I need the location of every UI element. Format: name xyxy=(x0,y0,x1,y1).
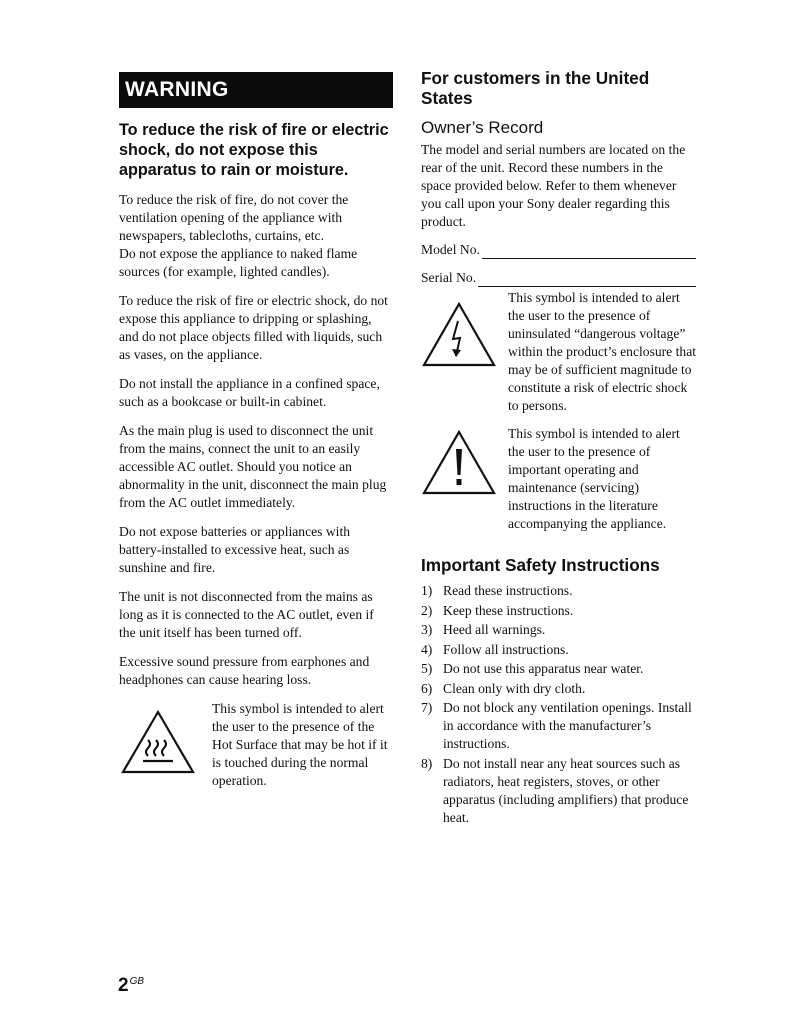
serial-number-label: Serial No. xyxy=(421,270,477,285)
hot-surface-notice xyxy=(119,700,393,790)
fire-risk-text: To reduce the risk of fire, do not cover the ventilation opening of the appliance with newspapers, tablecloths, curtains, etc. xyxy=(119,192,349,243)
list-item: 7) Do not block any ventilation openings. Install in accordance with the manufacturer’s instructions. xyxy=(421,700,692,751)
dangerous-voltage-notice xyxy=(421,289,696,415)
batteries-paragraph: Do not expose batteries or appliances with battery-installed to excessive heat, such as sunshine and fire. xyxy=(119,524,351,575)
left-column xyxy=(119,72,393,790)
page-number-value: 2 xyxy=(118,975,129,996)
dripping-paragraph: To reduce the risk of fire or electric shock, do not expose this appliance to dripping or splashing, and do not place objects filled with liquids, such as vases, on the appliance. xyxy=(119,293,388,362)
important-instructions-text: This symbol is intended to alert the user to the presence of important operating and maintenance (servicing) instructions in the literature accompanying the appliance. xyxy=(508,426,680,531)
hot-surface-warning-icon xyxy=(119,700,212,783)
naked-flame-text: Do not expose the appliance to naked flame sources (for example, lighted candles). xyxy=(119,246,358,279)
list-item: 5) Do not use this apparatus near water. xyxy=(421,661,644,676)
serial-number-line[interactable] xyxy=(478,272,696,287)
important-instructions-notice xyxy=(421,425,696,533)
list-item: 4) Follow all instructions. xyxy=(421,641,569,657)
model-number-field[interactable] xyxy=(421,241,696,259)
confined-space-paragraph: Do not install the appliance in a confined space, such as a bookcase or built-in cabinet. xyxy=(119,376,380,409)
sound-pressure-paragraph: Excessive sound pressure from earphones and headphones can cause hearing loss. xyxy=(119,654,370,687)
list-item: 6) Clean only with dry cloth. xyxy=(421,680,586,696)
page-number xyxy=(118,975,144,997)
list-item: 3) Heed all warnings. xyxy=(421,622,546,637)
us-customers-heading: For customers in the United States xyxy=(421,68,650,108)
fire-risk-paragraph xyxy=(119,191,393,281)
safety-instructions-heading: Important Safety Instructions xyxy=(421,555,660,575)
hot-surface-text: This symbol is intended to alert the user to the presence of the Hot Surface that may be hot if it is touched during the normal operation. xyxy=(212,701,388,788)
model-number-label: Model No. xyxy=(421,242,480,257)
right-column xyxy=(421,68,696,828)
main-plug-paragraph: As the main plug is used to disconnect the unit from the mains, connect the unit to an easily accessible AC outlet. Should you notice an abnormality in the unit, disconnect the main plug from the AC outlet immediately. xyxy=(119,423,387,510)
warning-title: WARNING xyxy=(119,72,393,108)
owners-record-heading: Owner’s Record xyxy=(421,118,544,137)
list-item: 2) Keep these instructions. xyxy=(421,602,574,618)
model-number-line[interactable] xyxy=(482,244,696,259)
warning-heading: To reduce the risk of fire or electric shock, do not expose this apparatus to rain or moisture. xyxy=(119,121,389,179)
serial-number-field[interactable] xyxy=(421,269,696,287)
dangerous-voltage-text: This symbol is intended to alert the user to the presence of uninsulated “dangerous voltage” within the product’s enclosure that may be of sufficient magnitude to constitute a risk of electric shock to persons. xyxy=(508,290,697,413)
owners-record-text: The model and serial numbers are located on the rear of the unit. Record these numbers in the space provided below. Refer to them whenever you call upon your Sony dealer regarding this product. xyxy=(421,142,686,229)
exclamation-warning-icon xyxy=(421,425,508,502)
list-item: 8) Do not install near any heat sources such as radiators, heat registers, stoves, or other apparatus (including amplifiers) that produce heat. xyxy=(421,755,689,825)
page-language-suffix: GB xyxy=(129,976,145,987)
safety-instructions-list xyxy=(421,582,696,827)
lightning-bolt-warning-icon xyxy=(421,289,508,374)
list-item: 1) Read these instructions. xyxy=(421,583,573,598)
mains-disconnect-paragraph: The unit is not disconnected from the mains as long as it is connected to the AC outlet, even if the unit itself has been turned off. xyxy=(119,589,374,640)
